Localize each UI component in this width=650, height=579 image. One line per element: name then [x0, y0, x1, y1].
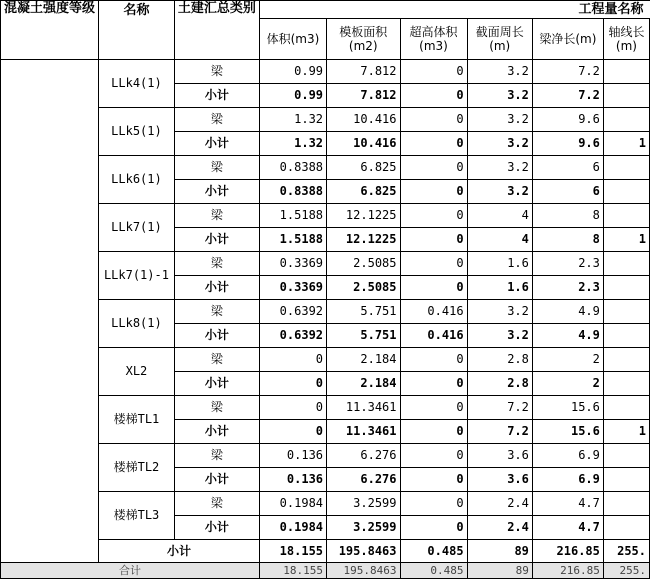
- header-title: 工程量名称: [259, 1, 649, 19]
- category-subtotal: 小计: [174, 228, 259, 252]
- subtotal-value: 216.85: [532, 540, 603, 563]
- category-beam: 梁: [174, 396, 259, 420]
- value-cell: 0: [400, 156, 467, 180]
- value-cell: 3.6: [467, 468, 532, 492]
- category-beam: 梁: [174, 492, 259, 516]
- category-beam: 梁: [174, 156, 259, 180]
- value-cell: 7.2: [467, 396, 532, 420]
- grade-cell: [1, 60, 99, 563]
- category-beam: 梁: [174, 444, 259, 468]
- value-cell: 2.5085: [327, 252, 400, 276]
- value-cell: 0.8388: [259, 156, 326, 180]
- value-cell: [603, 468, 649, 492]
- value-cell: 0.416: [400, 300, 467, 324]
- value-cell: 1.6: [467, 276, 532, 300]
- value-cell: 0.99: [259, 84, 326, 108]
- table-row: [1, 300, 650, 324]
- component-name: LLk7(1): [99, 204, 175, 252]
- table-row: [1, 156, 650, 180]
- category-subtotal: 小计: [174, 84, 259, 108]
- value-cell: 2: [532, 372, 603, 396]
- table-row: [1, 540, 650, 563]
- value-cell: [603, 204, 649, 228]
- subtotal-value: 0.485: [400, 540, 467, 563]
- value-cell: 4.7: [532, 492, 603, 516]
- value-cell: 12.1225: [327, 228, 400, 252]
- total-label: 合计: [1, 563, 260, 579]
- value-cell: 7.2: [532, 84, 603, 108]
- value-cell: 1: [603, 420, 649, 444]
- value-cell: 10.416: [327, 132, 400, 156]
- value-cell: [603, 252, 649, 276]
- subtotal-value: 255.: [603, 540, 649, 563]
- component-name: LLk5(1): [99, 108, 175, 156]
- value-cell: 3.2: [467, 108, 532, 132]
- value-cell: [603, 492, 649, 516]
- total-value: 0.485: [400, 563, 467, 579]
- category-subtotal: 小计: [174, 516, 259, 540]
- component-name: LLk6(1): [99, 156, 175, 204]
- value-cell: 4.7: [532, 516, 603, 540]
- value-cell: 0: [400, 180, 467, 204]
- value-cell: 4: [467, 204, 532, 228]
- value-cell: 12.1225: [327, 204, 400, 228]
- value-cell: 0: [400, 108, 467, 132]
- table-row: [1, 348, 650, 372]
- value-cell: [603, 60, 649, 84]
- value-cell: 1.32: [259, 132, 326, 156]
- category-subtotal: 小计: [174, 180, 259, 204]
- value-cell: 0: [400, 276, 467, 300]
- value-cell: 6.9: [532, 444, 603, 468]
- value-cell: 1: [603, 132, 649, 156]
- value-cell: 0: [400, 420, 467, 444]
- col-volume: 体积(m3): [259, 19, 326, 60]
- category-beam: 梁: [174, 300, 259, 324]
- value-cell: 1.6: [467, 252, 532, 276]
- value-cell: 11.3461: [327, 396, 400, 420]
- category-subtotal: 小计: [174, 420, 259, 444]
- category-beam: 梁: [174, 108, 259, 132]
- value-cell: 11.3461: [327, 420, 400, 444]
- value-cell: 3.2: [467, 60, 532, 84]
- component-name: LLk8(1): [99, 300, 175, 348]
- value-cell: 7.812: [327, 60, 400, 84]
- value-cell: [603, 324, 649, 348]
- value-cell: [603, 300, 649, 324]
- value-cell: 7.2: [532, 60, 603, 84]
- category-beam: 梁: [174, 60, 259, 84]
- total-value: 216.85: [532, 563, 603, 579]
- category-beam: 梁: [174, 252, 259, 276]
- table-row: [1, 444, 650, 468]
- component-name: XL2: [99, 348, 175, 396]
- total-value: 255.: [603, 563, 649, 579]
- value-cell: 5.751: [327, 300, 400, 324]
- header-category: 土建汇总类别: [174, 1, 259, 60]
- value-cell: [603, 84, 649, 108]
- value-cell: 2.184: [327, 372, 400, 396]
- table-row: [1, 396, 650, 420]
- value-cell: 3.2: [467, 324, 532, 348]
- value-cell: 4.9: [532, 324, 603, 348]
- table-row: [1, 563, 650, 579]
- value-cell: 6.825: [327, 180, 400, 204]
- value-cell: 5.751: [327, 324, 400, 348]
- value-cell: 0: [400, 204, 467, 228]
- table-row: [1, 108, 650, 132]
- category-subtotal: 小计: [174, 276, 259, 300]
- value-cell: 2: [532, 348, 603, 372]
- value-cell: 0.99: [259, 60, 326, 84]
- value-cell: 2.3: [532, 276, 603, 300]
- value-cell: 0.8388: [259, 180, 326, 204]
- value-cell: 7.812: [327, 84, 400, 108]
- value-cell: [603, 516, 649, 540]
- value-cell: 3.2: [467, 300, 532, 324]
- value-cell: [603, 276, 649, 300]
- table-row: [1, 252, 650, 276]
- value-cell: 0.6392: [259, 300, 326, 324]
- value-cell: 2.4: [467, 492, 532, 516]
- subtotal-label: 小计: [99, 540, 260, 563]
- col-formwork-area: 模板面积(m2): [327, 19, 400, 60]
- value-cell: 0: [259, 420, 326, 444]
- value-cell: 6.9: [532, 468, 603, 492]
- value-cell: 0: [400, 396, 467, 420]
- value-cell: 6.276: [327, 468, 400, 492]
- component-name: 楼梯TL2: [99, 444, 175, 492]
- header-name: 名称: [99, 1, 175, 60]
- value-cell: 9.6: [532, 108, 603, 132]
- value-cell: 1: [603, 228, 649, 252]
- value-cell: 3.2: [467, 84, 532, 108]
- total-value: 89: [467, 563, 532, 579]
- value-cell: 8: [532, 228, 603, 252]
- category-subtotal: 小计: [174, 132, 259, 156]
- col-section-perimeter: 截面周长(m): [467, 19, 532, 60]
- value-cell: 3.2: [467, 180, 532, 204]
- value-cell: [603, 108, 649, 132]
- value-cell: 6: [532, 180, 603, 204]
- category-beam: 梁: [174, 204, 259, 228]
- col-overheight-volume: 超高体积(m3): [400, 19, 467, 60]
- category-beam: 梁: [174, 348, 259, 372]
- value-cell: 9.6: [532, 132, 603, 156]
- value-cell: 0: [400, 348, 467, 372]
- value-cell: 0: [259, 348, 326, 372]
- value-cell: 0.1984: [259, 516, 326, 540]
- value-cell: 0.136: [259, 444, 326, 468]
- value-cell: 3.2599: [327, 516, 400, 540]
- value-cell: [603, 372, 649, 396]
- value-cell: [603, 444, 649, 468]
- value-cell: 4: [467, 228, 532, 252]
- table-row: [1, 60, 650, 84]
- value-cell: 0: [400, 60, 467, 84]
- category-subtotal: 小计: [174, 468, 259, 492]
- subtotal-value: 195.8463: [327, 540, 400, 563]
- value-cell: 0: [400, 444, 467, 468]
- value-cell: [603, 348, 649, 372]
- value-cell: 2.5085: [327, 276, 400, 300]
- header-grade: 混凝土强度等级: [1, 1, 99, 60]
- value-cell: 0.6392: [259, 324, 326, 348]
- value-cell: [603, 180, 649, 204]
- value-cell: 8: [532, 204, 603, 228]
- value-cell: 0: [400, 228, 467, 252]
- value-cell: 0: [259, 372, 326, 396]
- value-cell: 6.276: [327, 444, 400, 468]
- table-row: [1, 492, 650, 516]
- value-cell: 0: [400, 252, 467, 276]
- subtotal-value: 18.155: [259, 540, 326, 563]
- value-cell: 3.2: [467, 156, 532, 180]
- component-name: 楼梯TL3: [99, 492, 175, 540]
- category-subtotal: 小计: [174, 324, 259, 348]
- value-cell: 0: [259, 396, 326, 420]
- col-beam-net-length: 梁净长(m): [532, 19, 603, 60]
- value-cell: 0: [400, 84, 467, 108]
- value-cell: 3.2599: [327, 492, 400, 516]
- col-axis-length: 轴线长(m): [603, 19, 649, 60]
- value-cell: 15.6: [532, 396, 603, 420]
- value-cell: [603, 156, 649, 180]
- value-cell: 15.6: [532, 420, 603, 444]
- value-cell: 6: [532, 156, 603, 180]
- component-name: 楼梯TL1: [99, 396, 175, 444]
- value-cell: 6.825: [327, 156, 400, 180]
- value-cell: 0.416: [400, 324, 467, 348]
- value-cell: 2.8: [467, 348, 532, 372]
- value-cell: 3.2: [467, 132, 532, 156]
- value-cell: 2.184: [327, 348, 400, 372]
- value-cell: 4.9: [532, 300, 603, 324]
- value-cell: 7.2: [467, 420, 532, 444]
- category-subtotal: 小计: [174, 372, 259, 396]
- value-cell: 1.5188: [259, 228, 326, 252]
- table-row: [1, 204, 650, 228]
- value-cell: [603, 396, 649, 420]
- value-cell: 0: [400, 132, 467, 156]
- value-cell: 2.8: [467, 372, 532, 396]
- component-name: LLk4(1): [99, 60, 175, 108]
- value-cell: 0.1984: [259, 492, 326, 516]
- value-cell: 10.416: [327, 108, 400, 132]
- total-value: 195.8463: [327, 563, 400, 579]
- value-cell: 0.3369: [259, 252, 326, 276]
- value-cell: 0: [400, 372, 467, 396]
- value-cell: 0.3369: [259, 276, 326, 300]
- value-cell: 0: [400, 468, 467, 492]
- value-cell: 0: [400, 516, 467, 540]
- total-value: 18.155: [259, 563, 326, 579]
- component-name: LLk7(1)-1: [99, 252, 175, 300]
- table-body: [1, 60, 650, 579]
- value-cell: 2.3: [532, 252, 603, 276]
- value-cell: 1.5188: [259, 204, 326, 228]
- value-cell: 1.32: [259, 108, 326, 132]
- value-cell: 2.4: [467, 516, 532, 540]
- value-cell: 3.6: [467, 444, 532, 468]
- value-cell: 0.136: [259, 468, 326, 492]
- value-cell: 0: [400, 492, 467, 516]
- subtotal-value: 89: [467, 540, 532, 563]
